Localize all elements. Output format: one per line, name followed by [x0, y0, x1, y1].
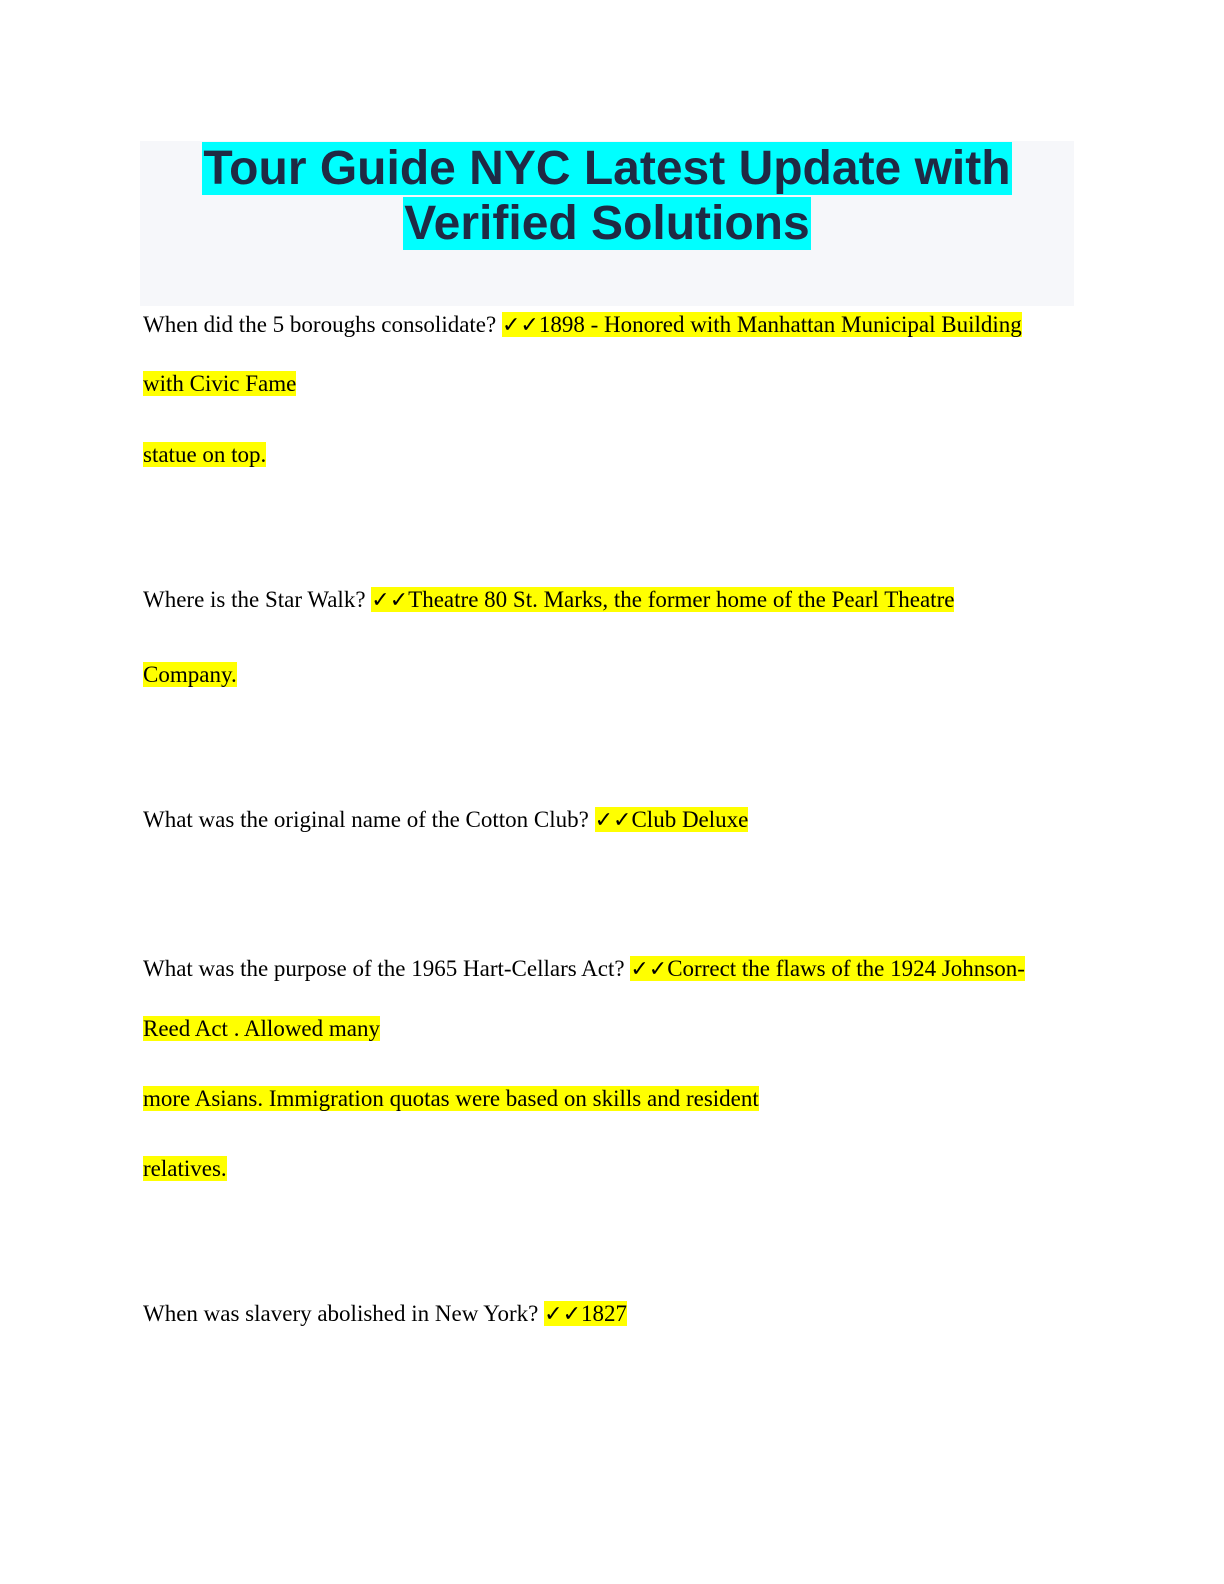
- answer-3-text: Club Deluxe: [631, 807, 749, 832]
- qa-3-line-1: [143, 803, 748, 836]
- answer-4-continuation-2: more Asians. Immigration quotas were based on skills and resident: [143, 1086, 759, 1111]
- qa-5-line-1: [143, 1297, 627, 1330]
- answer-4-highlight: [630, 956, 1025, 981]
- qa-4-line-4: [143, 1152, 227, 1185]
- check-mark-icon: ✓✓: [594, 808, 632, 833]
- qa-1-line-2: [143, 367, 296, 400]
- answer-4-text: Correct the flaws of the 1924 Johnson-: [667, 956, 1025, 981]
- answer-5-text: 1827: [581, 1301, 628, 1326]
- answer-3-highlight: [595, 807, 749, 832]
- title-text-2: Verified Solutions: [404, 197, 810, 250]
- answer-2-text: Theatre 80 St. Marks, the former home of the Pearl Theatre: [408, 587, 955, 612]
- check-mark-icon: ✓✓: [630, 957, 668, 982]
- qa-4-line-1: [143, 952, 1025, 985]
- check-mark-icon: ✓✓: [544, 1302, 582, 1327]
- answer-1-text: 1898 - Honored with Manhattan Municipal Building: [538, 312, 1022, 337]
- answer-4-continuation-1: Reed Act . Allowed many: [143, 1016, 380, 1041]
- check-mark-icon: ✓✓: [501, 313, 539, 338]
- answer-1-continuation-2: statue on top.: [143, 442, 267, 467]
- title-banner: [140, 141, 1074, 306]
- answer-2-continuation-1: Company.: [143, 662, 237, 687]
- qa-4-line-3: [143, 1082, 759, 1115]
- question-4: What was the purpose of the 1965 Hart-Cellars Act?: [143, 956, 631, 981]
- question-5: When was slavery abolished in New York?: [143, 1301, 545, 1326]
- answer-1-continuation-1: with Civic Fame: [143, 371, 297, 396]
- check-mark-icon: ✓✓: [371, 588, 409, 613]
- answer-5-highlight: [544, 1301, 627, 1326]
- answer-4-continuation-3: relatives.: [143, 1156, 227, 1181]
- qa-2-line-2: [143, 658, 237, 691]
- answer-1-highlight: [502, 312, 1022, 337]
- answer-2-highlight: [371, 587, 954, 612]
- question-2: Where is the Star Walk?: [143, 587, 372, 612]
- qa-4-line-2: [143, 1012, 380, 1045]
- title-line-2: [140, 196, 1074, 252]
- qa-1-line-3: [143, 438, 266, 471]
- title-text-1: Tour Guide NYC Latest Update with: [203, 142, 1011, 195]
- question-3: What was the original name of the Cotton Club?: [143, 807, 595, 832]
- qa-2-line-1: [143, 583, 954, 616]
- title-line-1: [140, 141, 1074, 197]
- question-1: When did the 5 boroughs consolidate?: [143, 312, 502, 337]
- qa-1-line-1: [143, 308, 1022, 341]
